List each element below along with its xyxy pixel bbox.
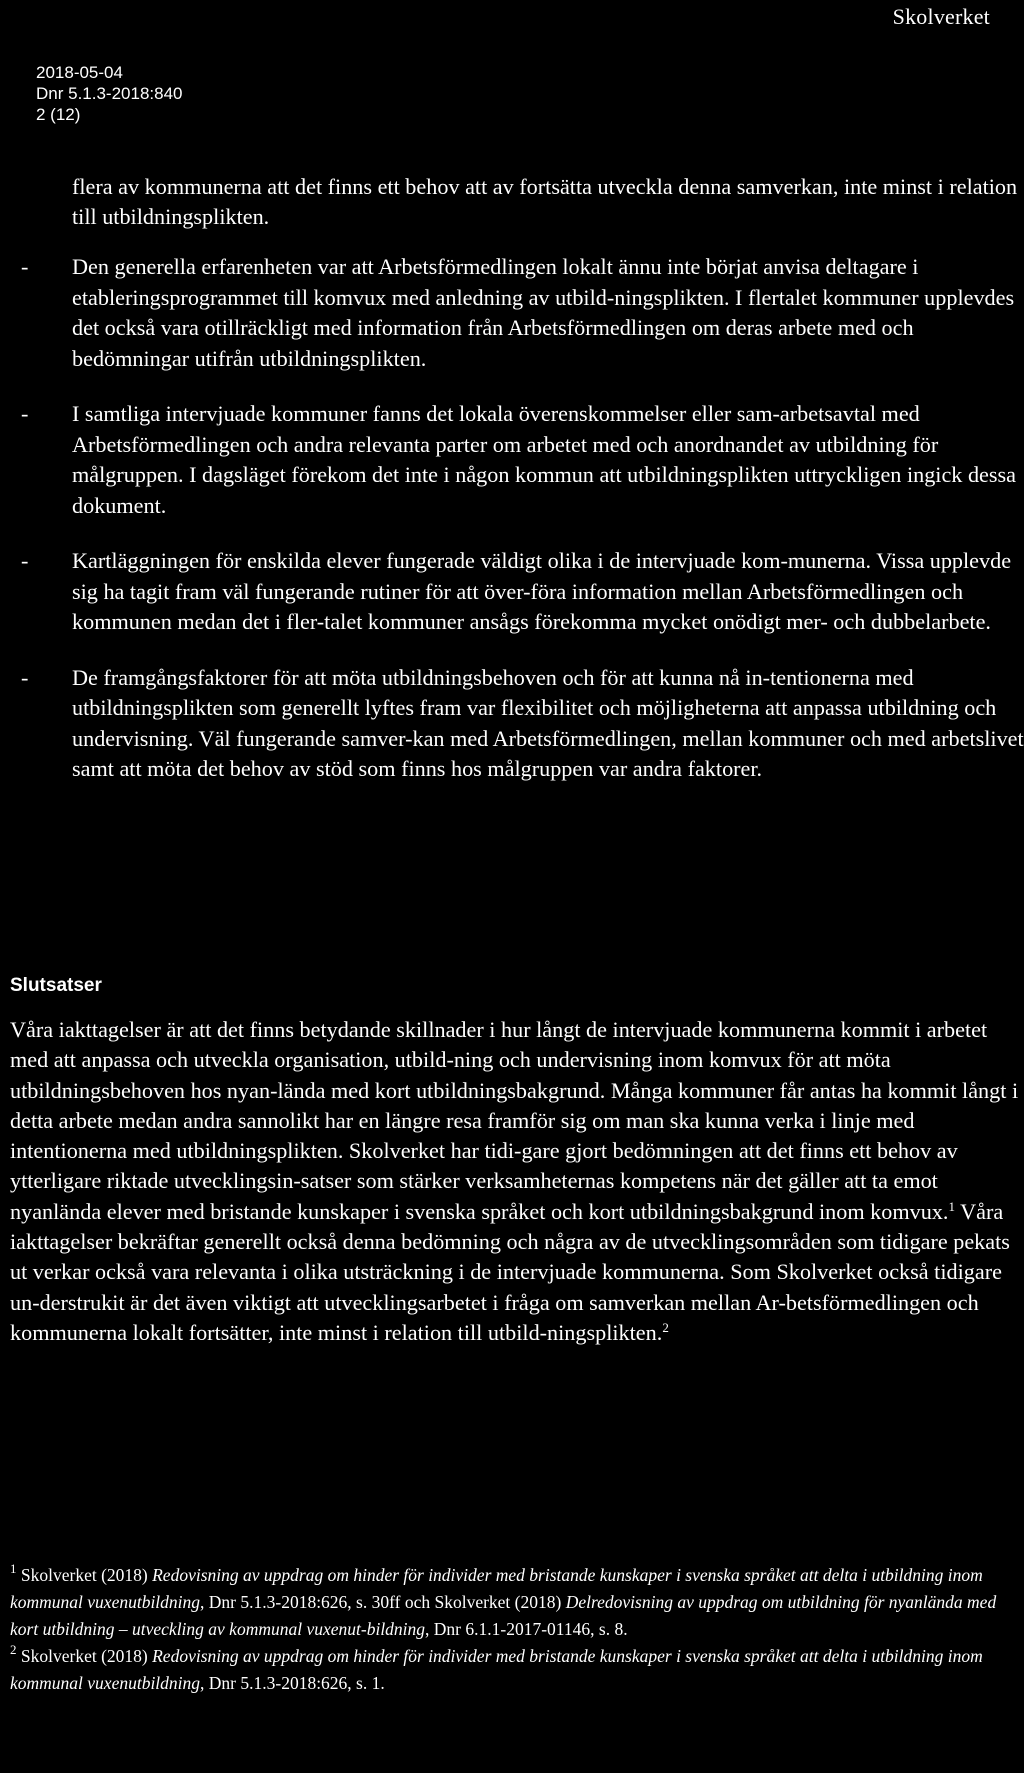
footnote-number: 1 [10, 1561, 17, 1576]
footnote-text: Skolverket (2018) [16, 1565, 153, 1585]
bullet-marker: - [21, 548, 29, 573]
footnote-2 [10, 1643, 1015, 1697]
bullet-list [0, 252, 1024, 810]
footnote-ref[interactable]: 1 [948, 1198, 955, 1214]
document-date: 2018-05-04 [36, 63, 123, 82]
footnotes [10, 1562, 1015, 1697]
footnote-title: Redovisning av uppdrag om hinder för individer med bristande kunskaper i svenska språket att delta i utbildning inom kommunal vuxenutbildning [10, 1646, 983, 1693]
footnote-text: Skolverket (2018) [16, 1646, 153, 1666]
page-number: 2 (12) [36, 105, 81, 124]
footnote-1 [10, 1562, 1015, 1643]
bullet-marker: - [21, 664, 29, 690]
footnote-ref[interactable]: 2 [662, 1319, 669, 1335]
organization-name: Skolverket [892, 4, 990, 29]
bullet-marker: - [21, 401, 29, 426]
document-meta [36, 62, 183, 125]
body-text: Våra iakttagelser bekräftar generellt också denna bedömning och några av de utvecklingsområden som tidigare pekats ut verkar också vara relevanta i olika utsträckning i de intervjuade kommunerna. Som Skolverket också tidigare un-derstrukit är det även viktigt att utvecklingsarbetet i fråga om samverkan mellan Ar-betsförmedlingen och kommunerna lokalt fortsätter, inte minst i relation till utbild-ningsplikten. [10, 1198, 1010, 1345]
bullet-item [0, 663, 1024, 785]
lead-paragraph: flera av kommunerna att det finns ett behov att av fortsätta utveckla denna samverkan, inte minst i relation till utbildningsplikten. [72, 174, 1018, 229]
bullet-text: De framgångsfaktorer för att möta utbildningsbehoven och för att kunna nå in-tentionerna med utbildningsplikten som generellt lyftes fram var flexibilitet och möjligheterna att anpassa utbildning och undervisning. Väl fungerande samver-kan med Arbetsförmedlingen, mellan kommuner och med arbetslivet samt att möta det behov av stöd som finns hos målgruppen var andra faktorer. [72, 664, 1024, 781]
footnote-number: 2 [10, 1642, 17, 1657]
bullet-text: Kartläggningen för enskilda elever fungerade väldigt olika i de intervjuade kom-munerna. Vissa upplevde sig ha tagit fram väl fungerande rutiner för att över-föra information mellan Arbetsförmedlingen och kommunen medan det i fler-talet kommuner ansågs förekomma mycket onödigt mer- och dubbelarbete. [72, 548, 1012, 634]
footnote-text: , Dnr 5.1.3-2018:626, s. 1. [200, 1673, 385, 1693]
bullet-text: I samtliga intervjuade kommuner fanns det lokala överenskommelser eller sam-arbetsavtal med Arbetsförmedlingen och andra relevanta parter om arbetet med och anordnandet av utbildning för målgruppen. I dagsläget förekom det inte i någon kommun att utbildningsplikten uttryckligen ingick dessa dokument. [72, 401, 1017, 518]
bullet-item [0, 252, 1024, 374]
footnote-title: Redovisning av uppdrag om hinder för individer med bristande kunskaper i svenska språket att delta i utbildning inom kommunal vuxenutbildning [10, 1565, 983, 1612]
bullet-item [0, 399, 1024, 521]
footnote-text: , Dnr 6.1.1-2017-01146, s. 8. [425, 1619, 628, 1639]
bullet-marker: - [21, 254, 29, 279]
section-heading: Slutsatser [10, 975, 102, 996]
bullet-text: Den generella erfarenheten var att Arbetsförmedlingen lokalt ännu inte börjat anvisa deltagare i etableringsprogrammet till komvux med anledning av utbild-ningsplikten. I flertalet kommuner upplevdes det också vara otillräckligt med information från Arbetsförmedlingen om deras arbete med och bedömningar utifrån utbildningsplikten. [72, 254, 1015, 371]
section-body [10, 1015, 1022, 1348]
bullet-item [0, 546, 1024, 638]
body-text: Våra iakttagelser är att det finns betydande skillnader i hur långt de intervjuade kommunerna kommit i arbetet med att anpassa och utveckla organisation, utbild-ning och undervisning inom komvux för att möta utbildningsbehoven hos nyan-lända med kort utbildningsbakgrund. Många kommuner får antas ha kommit långt i detta arbete medan andra sannolikt har en längre resa framför sig om man ska kunna verka i linje med intentionerna med utbildningsplikten. Skolverket har tidi-gare gjort bedömningen att det finns ett behov av ytterligare riktade utvecklingsin-satser som stärker verksamheternas kompetens när det gäller att ta emot nyanlända elever med bristande kunskaper i svenska språket och kort utbildningsbakgrund inom komvux. [10, 1017, 1019, 1224]
footnote-title: Delredovisning av uppdrag om utbildning för nyanlända med kort utbildning – utveckling av kommunal vuxenut-bildning [10, 1592, 997, 1639]
document-dnr: Dnr 5.1.3-2018:840 [36, 84, 183, 103]
footnote-text: , Dnr 5.1.3-2018:626, s. 30ff och Skolverket (2018) [200, 1592, 566, 1612]
